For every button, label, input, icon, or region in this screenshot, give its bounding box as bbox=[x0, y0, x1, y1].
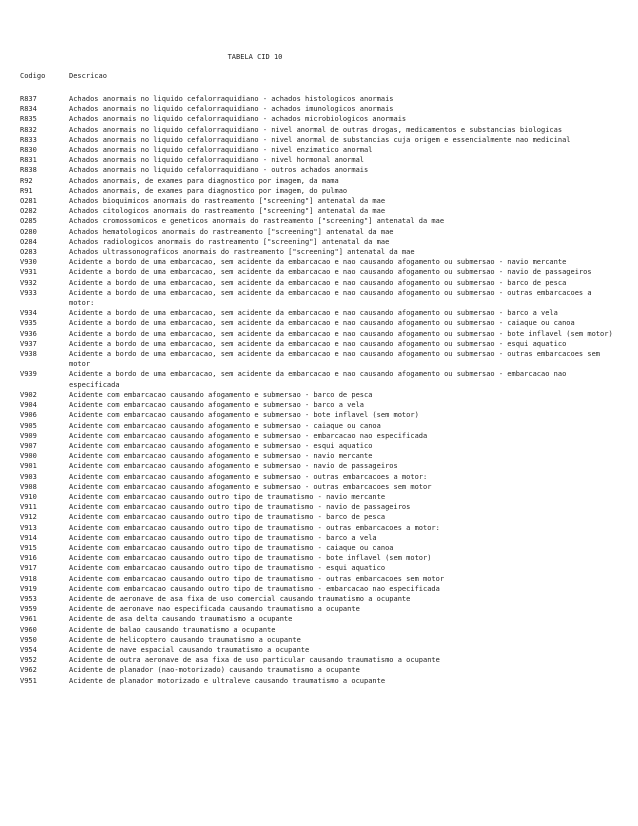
table-row bbox=[20, 665, 620, 675]
cid-description: Acidente com embarcacao causando outro tipo de traumatismo - outras embarcacoes sem motor bbox=[69, 574, 445, 583]
table-row bbox=[20, 165, 620, 175]
cid-description: Acidente a bordo de uma embarcacao, sem acidente da embarcacao e nao causando afogamento ou submersao - embarcacao nao especificada bbox=[69, 370, 567, 389]
cid-description: Achados anormais no liquido cefalorraquidiano - achados imunologicos anormais bbox=[69, 105, 394, 114]
cid-description: Acidente a bordo de uma embarcacao, sem acidente da embarcacao e nao causando afogamento ou submersao - outras embarcacoes a motor: bbox=[69, 288, 592, 308]
table-row bbox=[20, 431, 620, 441]
cid-description: Acidente de helicoptero causando traumatismo a ocupante bbox=[69, 635, 301, 644]
cid-code: V916 bbox=[20, 554, 37, 563]
table-row bbox=[20, 421, 620, 431]
cid-description: Acidente com embarcacao causando afogamento e submersao - outras embarcacoes a motor: bbox=[69, 472, 428, 481]
cid-description: Acidente com embarcacao causando outro tipo de traumatismo - bote inflavel (sem motor) bbox=[69, 554, 432, 563]
cid-description: Acidente a bordo de uma embarcacao, sem acidente da embarcacao e nao causando afogamento ou submersao - barco de pesca bbox=[69, 278, 567, 287]
cid-code: V915 bbox=[20, 543, 37, 552]
cid-code: V902 bbox=[20, 390, 37, 399]
table-row bbox=[20, 237, 620, 247]
table-row bbox=[20, 441, 620, 451]
cid-code: V908 bbox=[20, 482, 37, 491]
cid-description: Acidente a bordo de uma embarcacao, sem acidente da embarcacao e nao causando afogamento ou submersao - caiaque ou canoa bbox=[69, 319, 575, 328]
table-row bbox=[20, 390, 620, 400]
cid-description: Acidente com embarcacao causando afogamento e submersao - navio de passageiros bbox=[69, 462, 398, 471]
cid-code: R831 bbox=[20, 156, 37, 165]
table-row bbox=[20, 625, 620, 635]
cid-code: V912 bbox=[20, 513, 37, 522]
cid-description: Acidente com embarcacao causando outro tipo de traumatismo - embarcacao nao especificada bbox=[69, 584, 440, 593]
cid-code: V919 bbox=[20, 584, 37, 593]
cid-code: V959 bbox=[20, 605, 37, 614]
cid-code: R837 bbox=[20, 95, 37, 103]
table-row bbox=[20, 523, 620, 533]
cid-code: R91 bbox=[20, 186, 33, 195]
table-row bbox=[20, 288, 620, 308]
cid-code: V962 bbox=[20, 666, 37, 675]
cid-code: O282 bbox=[20, 207, 37, 216]
table-row bbox=[20, 267, 620, 277]
cid-code: V917 bbox=[20, 564, 37, 573]
cid-code: V936 bbox=[20, 329, 37, 338]
cid-code: V905 bbox=[20, 421, 37, 430]
table-row bbox=[20, 635, 620, 645]
cid-code: R832 bbox=[20, 125, 37, 134]
cid-code: R833 bbox=[20, 135, 37, 144]
cid-code: V931 bbox=[20, 268, 37, 277]
cid-description: Acidente com embarcacao causando afogamento e submersao - barco de pesca bbox=[69, 390, 373, 399]
cid-description: Achados citologicos anormais do rastreamento ["screening"] antenatal da mae bbox=[69, 207, 386, 216]
cid-description: Acidente com embarcacao causando afogamento e submersao - navio mercante bbox=[69, 452, 373, 461]
cid-code: V934 bbox=[20, 309, 37, 318]
cid-description: Acidente de aeronave nao especificada causando traumatismo a ocupante bbox=[69, 605, 360, 614]
cid-description: Acidente de balao causando traumatismo a ocupante bbox=[69, 625, 276, 634]
document-title: TABELA CID 10 bbox=[227, 53, 283, 61]
table-row bbox=[20, 114, 620, 124]
cid-code: V903 bbox=[20, 472, 37, 481]
table-row bbox=[20, 461, 620, 471]
table-row bbox=[20, 349, 620, 369]
table-row bbox=[20, 125, 620, 135]
cid-description: Acidente com embarcacao causando outro tipo de traumatismo - navio mercante bbox=[69, 492, 386, 501]
cid-description: Acidente a bordo de uma embarcacao, sem acidente da embarcacao e nao causando afogamento ou submersao - barco a vela bbox=[69, 309, 558, 318]
cid-code: R835 bbox=[20, 115, 37, 124]
table-row bbox=[20, 584, 620, 594]
cid-code: V951 bbox=[20, 676, 37, 685]
table-row bbox=[20, 574, 620, 584]
cid-code: R92 bbox=[20, 176, 33, 185]
table-row bbox=[20, 206, 620, 216]
table-row bbox=[20, 145, 620, 155]
cid-code: V960 bbox=[20, 625, 37, 634]
table-row bbox=[20, 247, 620, 257]
cid-code: V910 bbox=[20, 492, 37, 501]
table-row bbox=[20, 492, 620, 502]
table-row bbox=[20, 155, 620, 165]
cid-description: Achados ultrassonograficos anormais do rastreamento ["screening"] antenatal da mae bbox=[69, 248, 415, 257]
cid-code: R838 bbox=[20, 166, 37, 175]
cid-code: V900 bbox=[20, 452, 37, 461]
cid-description: Acidente com embarcacao causando outro tipo de traumatismo - esqui aquatico bbox=[69, 564, 386, 573]
table-row bbox=[20, 645, 620, 655]
cid-description: Acidente de aeronave de asa fixa de uso comercial causando traumatismo a ocupante bbox=[69, 594, 411, 603]
cid-code: V932 bbox=[20, 278, 37, 287]
table-row bbox=[20, 196, 620, 206]
cid-code: R830 bbox=[20, 146, 37, 155]
cid-description: Achados anormais, de exames para diagnostico por imagem, do pulmao bbox=[69, 186, 348, 195]
cid-description: Acidente com embarcacao causando afogamento e submersao - esqui aquatico bbox=[69, 441, 373, 450]
table-row bbox=[20, 676, 620, 686]
table-row bbox=[20, 502, 620, 512]
cid-description: Achados bioquimicos anormais do rastreamento ["screening"] antenatal da mae bbox=[69, 197, 386, 206]
cid-code: V933 bbox=[20, 288, 37, 297]
table-row bbox=[20, 400, 620, 410]
cid-code: R834 bbox=[20, 105, 37, 114]
cid-description: Acidente com embarcacao causando afogamento e submersao - outras embarcacoes sem motor bbox=[69, 482, 432, 491]
cid-description: Acidente a bordo de uma embarcacao, sem acidente da embarcacao e nao causando afogamento ou submersao - esqui aquatico bbox=[69, 339, 567, 348]
cid-description: Achados hematologicos anormais do rastreamento ["screening"] antenatal da mae bbox=[69, 227, 394, 236]
table-row bbox=[20, 318, 620, 328]
cid-description: Achados anormais no liquido cefalorraquidiano - nivel hormonal anormal bbox=[69, 156, 365, 165]
cid-description: Achados anormais no liquido cefalorraquidiano - nivel anormal de outras drogas, medicamentos e substancias biologicas bbox=[69, 125, 563, 134]
table-row bbox=[20, 553, 620, 563]
table-row bbox=[20, 472, 620, 482]
table-row bbox=[20, 655, 620, 665]
cid-code: V914 bbox=[20, 533, 37, 542]
table-row bbox=[20, 186, 620, 196]
table-row bbox=[20, 94, 620, 104]
table-row bbox=[20, 451, 620, 461]
cid-code: V909 bbox=[20, 431, 37, 440]
cid-code: V935 bbox=[20, 319, 37, 328]
cid-description: Acidente a bordo de uma embarcacao, sem acidente da embarcacao e nao causando afogamento ou submersao - navio mercante bbox=[69, 258, 567, 267]
cid-description: Acidente de planador (nao-motorizado) causando traumatismo a ocupante bbox=[69, 666, 360, 675]
cid-code: O280 bbox=[20, 227, 37, 236]
cid-description: Acidente a bordo de uma embarcacao, sem acidente da embarcacao e nao causando afogamento ou submersao - bote inflavel (sem motor) bbox=[69, 329, 613, 338]
table-row bbox=[20, 604, 620, 614]
table-row bbox=[20, 329, 620, 339]
table-row bbox=[20, 482, 620, 492]
cid-code: V938 bbox=[20, 350, 37, 359]
table-row bbox=[20, 339, 620, 349]
cid-description: Acidente com embarcacao causando afogamento e submersao - barco a vela bbox=[69, 401, 365, 410]
cid-description: Achados anormais no liquido cefalorraquidiano - nivel enzimatico anormal bbox=[69, 146, 373, 155]
table-row bbox=[20, 104, 620, 114]
table-row bbox=[20, 410, 620, 420]
cid-description: Achados anormais no liquido cefalorraquidiano - achados microbiologicos anormais bbox=[69, 115, 407, 124]
cid-code: V901 bbox=[20, 462, 37, 471]
cid-description: Acidente com embarcacao causando afogamento e submersao - bote inflavel (sem motor) bbox=[69, 411, 419, 420]
table-row bbox=[20, 614, 620, 624]
table-row bbox=[20, 227, 620, 237]
cid-code: V954 bbox=[20, 645, 37, 654]
cid-code: O281 bbox=[20, 197, 37, 206]
column-header-description: Descricao bbox=[69, 72, 107, 80]
cid-code: V961 bbox=[20, 615, 37, 624]
cid-code: V911 bbox=[20, 503, 37, 512]
cid-code: V904 bbox=[20, 401, 37, 410]
cid-description: Achados radiologicos anormais do rastreamento ["screening"] antenatal da mae bbox=[69, 237, 390, 246]
cid-description: Acidente a bordo de uma embarcacao, sem acidente da embarcacao e nao causando afogamento ou submersao - outras embarcacoes sem motor bbox=[69, 350, 601, 369]
cid-description: Achados cromossomicos e geneticos anormais do rastreamento ["screening"] antenatal da mae bbox=[69, 217, 445, 226]
table-row bbox=[20, 216, 620, 226]
cid-description: Acidente de asa delta causando traumatismo a ocupante bbox=[69, 615, 293, 624]
cid-code: O283 bbox=[20, 248, 37, 257]
cid-code: V907 bbox=[20, 441, 37, 450]
cid-code: O285 bbox=[20, 217, 37, 226]
table-row bbox=[20, 176, 620, 186]
table-row bbox=[20, 135, 620, 145]
table-row bbox=[20, 278, 620, 288]
cid-code: V953 bbox=[20, 594, 37, 603]
table-row bbox=[20, 257, 620, 267]
table-row bbox=[20, 512, 620, 522]
cid-description: Acidente com embarcacao causando outro tipo de traumatismo - navio de passageiros bbox=[69, 503, 411, 512]
cid-description: Achados anormais no liquido cefalorraquidiano - outros achados anormais bbox=[69, 166, 369, 175]
cid-description: Acidente de nave espacial causando traumatismo a ocupante bbox=[69, 645, 310, 654]
cid-code: V906 bbox=[20, 411, 37, 420]
cid-description: Acidente a bordo de uma embarcacao, sem acidente da embarcacao e nao causando afogamento ou submersao - navio de passageiros bbox=[69, 268, 592, 277]
table-header bbox=[20, 72, 620, 81]
cid-code: V930 bbox=[20, 258, 37, 267]
cid-description: Acidente com embarcacao causando outro tipo de traumatismo - barco a vela bbox=[69, 533, 377, 542]
cid-code: V952 bbox=[20, 656, 37, 665]
cid-description: Acidente com embarcacao causando afogamento e submersao - caiaque ou canoa bbox=[69, 421, 381, 430]
cid-description: Acidente com embarcacao causando outro tipo de traumatismo - outras embarcacoes a motor: bbox=[69, 523, 440, 532]
code-table bbox=[20, 94, 620, 686]
cid-description: Acidente com embarcacao causando outro tipo de traumatismo - barco de pesca bbox=[69, 513, 386, 522]
cid-code: V918 bbox=[20, 574, 37, 583]
cid-description: Acidente com embarcacao causando outro tipo de traumatismo - caiaque ou canoa bbox=[69, 543, 394, 552]
cid-description: Achados anormais no liquido cefalorraquidiano - nivel anormal de substancias cuja origem e essencialmente nao medicinal bbox=[69, 135, 571, 144]
cid-code: V937 bbox=[20, 339, 37, 348]
cid-code: V950 bbox=[20, 635, 37, 644]
cid-code: V913 bbox=[20, 523, 37, 532]
table-row bbox=[20, 543, 620, 553]
cid-code: V939 bbox=[20, 370, 37, 379]
cid-description: Achados anormais no liquido cefalorraquidiano - achados histologicos anormais bbox=[69, 95, 394, 103]
column-header-code: Codigo bbox=[20, 72, 46, 80]
table-row bbox=[20, 308, 620, 318]
cid-description: Acidente com embarcacao causando afogamento e submersao - embarcacao nao especificada bbox=[69, 431, 428, 440]
cid-description: Acidente de outra aeronave de asa fixa de uso particular causando traumatismo a ocupante bbox=[69, 656, 440, 665]
cid-description: Acidente de planador motorizado e ultraleve causando traumatismo a ocupante bbox=[69, 676, 386, 685]
cid-description: Achados anormais, de exames para diagnostico por imagem, da mama bbox=[69, 176, 339, 185]
table-row bbox=[20, 533, 620, 543]
table-row bbox=[20, 594, 620, 604]
cid-code: O284 bbox=[20, 237, 37, 246]
table-row bbox=[20, 563, 620, 573]
table-row bbox=[20, 369, 620, 389]
